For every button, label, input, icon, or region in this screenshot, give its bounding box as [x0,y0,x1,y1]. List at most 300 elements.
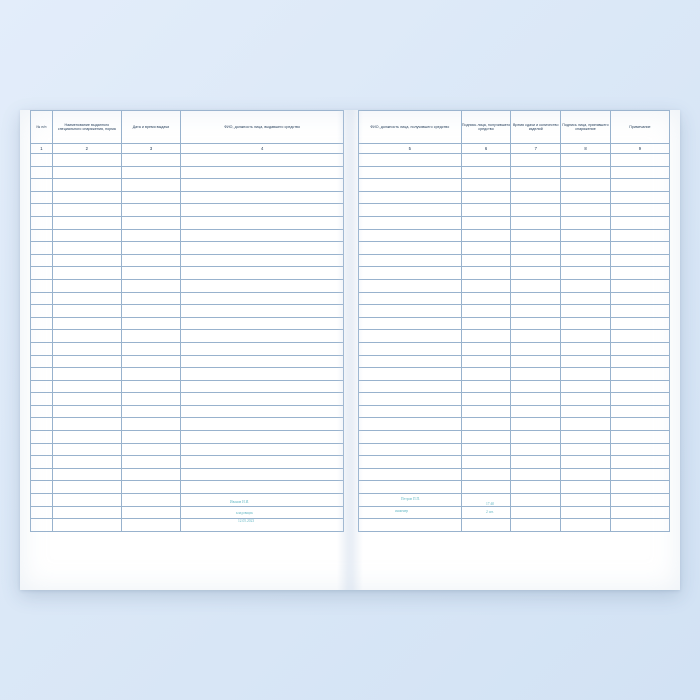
table-cell [561,456,611,469]
table-row [31,166,344,179]
table-row [31,330,344,343]
table-cell [181,393,344,406]
table-cell [610,481,669,494]
column-number-1: 1 [31,144,53,154]
table-cell [359,279,462,292]
table-cell [359,179,462,192]
table-cell [561,481,611,494]
table-cell [181,242,344,255]
table-cell [359,481,462,494]
table-cell [561,418,611,431]
table-cell [561,204,611,217]
table-cell [31,405,53,418]
table-cell [511,481,561,494]
table-cell [359,506,462,519]
table-cell [31,494,53,507]
table-cell [52,317,121,330]
table-cell [31,242,53,255]
right-body [359,154,670,532]
table-cell [359,431,462,444]
table-cell [561,393,611,406]
table-cell [561,405,611,418]
table-cell [181,519,344,532]
table-cell [121,481,180,494]
column-number-9: 9 [610,144,669,154]
right-header-row [359,111,670,144]
handwriting-note-7: 2 шт. [486,510,494,514]
table-row [31,431,344,444]
table-cell [610,317,669,330]
table-cell [561,292,611,305]
table-row [359,305,670,318]
table-row [359,154,670,167]
table-cell [610,229,669,242]
table-row [31,292,344,305]
table-cell [511,267,561,280]
table-cell [31,229,53,242]
table-cell [511,330,561,343]
table-cell [52,355,121,368]
table-row [359,368,670,381]
table-cell [511,216,561,229]
table-row [359,267,670,280]
table-row [31,229,344,242]
table-cell [561,506,611,519]
table-cell [610,216,669,229]
table-cell [181,468,344,481]
table-cell [511,242,561,255]
table-cell [461,443,511,456]
table-cell [610,468,669,481]
table-cell [461,204,511,217]
table-cell [610,342,669,355]
table-row [359,279,670,292]
table-row [31,154,344,167]
table-cell [181,154,344,167]
column-header-receiver-signature: Подпись лица, получившего средство [461,111,511,144]
table-row [31,305,344,318]
table-cell [561,468,611,481]
table-cell [181,254,344,267]
table-cell [461,405,511,418]
table-cell [181,305,344,318]
handwriting-note-6: 17:40 [486,502,495,506]
table-cell [181,229,344,242]
table-row [359,519,670,532]
table-row [31,267,344,280]
table-cell [561,330,611,343]
table-cell [610,292,669,305]
column-header-issuer: ФИО, должность лица, выдавшего средство [181,111,344,144]
table-row [31,342,344,355]
table-cell [610,405,669,418]
table-cell [511,405,561,418]
table-cell [561,494,611,507]
table-cell [610,279,669,292]
table-cell [52,431,121,444]
table-cell [511,317,561,330]
table-cell [610,506,669,519]
table-cell [461,154,511,167]
table-cell [181,179,344,192]
table-cell [461,191,511,204]
table-cell [359,342,462,355]
table-cell [359,443,462,456]
left-body [31,154,344,532]
table-cell [610,166,669,179]
table-row [31,191,344,204]
table-cell [610,254,669,267]
table-cell [461,481,511,494]
table-row [359,179,670,192]
table-cell [610,242,669,255]
table-cell [52,368,121,381]
table-row [31,179,344,192]
column-header-no: № п/п [31,111,53,144]
table-cell [511,368,561,381]
table-cell [610,330,669,343]
column-header-acceptor-signature: Подпись лица, принявшего снаряжение [561,111,611,144]
table-cell [359,204,462,217]
table-cell [359,154,462,167]
table-cell [511,506,561,519]
table-cell [31,154,53,167]
table-cell [181,191,344,204]
table-cell [511,443,561,456]
table-cell [121,317,180,330]
table-cell [610,267,669,280]
table-row [359,405,670,418]
table-cell [31,292,53,305]
table-cell [511,380,561,393]
table-cell [52,468,121,481]
table-cell [121,368,180,381]
table-cell [461,166,511,179]
table-row [359,456,670,469]
table-cell [181,456,344,469]
table-cell [359,216,462,229]
table-cell [181,368,344,381]
table-cell [31,317,53,330]
column-number-4: 4 [181,144,344,154]
table-cell [359,418,462,431]
table-cell [461,229,511,242]
table-cell [610,418,669,431]
table-cell [121,204,180,217]
table-row [359,204,670,217]
table-row [31,380,344,393]
table-cell [511,468,561,481]
table-cell [561,179,611,192]
table-cell [121,506,180,519]
column-number-3: 3 [121,144,180,154]
table-cell [121,242,180,255]
table-cell [52,418,121,431]
table-cell [561,443,611,456]
table-cell [561,254,611,267]
table-cell [359,393,462,406]
table-cell [121,292,180,305]
table-row [359,355,670,368]
table-cell [561,380,611,393]
table-cell [52,456,121,469]
column-number-2: 2 [52,144,121,154]
table-cell [181,330,344,343]
table-cell [52,191,121,204]
table-cell [359,519,462,532]
journal-spread [20,110,680,590]
table-cell [52,229,121,242]
table-cell [461,342,511,355]
table-cell [461,368,511,381]
table-cell [52,342,121,355]
table-cell [511,292,561,305]
table-row [31,368,344,381]
table-cell [610,380,669,393]
table-cell [610,393,669,406]
table-cell [561,154,611,167]
table-cell [31,443,53,456]
table-cell [561,317,611,330]
table-cell [181,481,344,494]
table-cell [359,191,462,204]
table-row [359,317,670,330]
table-cell [31,179,53,192]
table-cell [31,330,53,343]
table-cell [561,191,611,204]
table-cell [181,267,344,280]
table-cell [121,405,180,418]
table-cell [31,166,53,179]
column-number-7: 7 [511,144,561,154]
table-cell [359,456,462,469]
table-cell [561,279,611,292]
table-row [31,355,344,368]
left-page [30,110,344,590]
column-number-6: 6 [461,144,511,154]
table-cell [359,267,462,280]
table-cell [511,154,561,167]
table-row [359,393,670,406]
table-row [359,468,670,481]
table-cell [511,279,561,292]
table-cell [610,456,669,469]
right-number-row [359,144,670,154]
table-cell [461,456,511,469]
table-cell [610,191,669,204]
table-cell [52,292,121,305]
table-cell [461,254,511,267]
table-cell [359,405,462,418]
table-cell [610,204,669,217]
table-row [31,418,344,431]
table-row [359,342,670,355]
table-cell [31,191,53,204]
table-cell [561,431,611,444]
table-cell [121,393,180,406]
table-row [31,468,344,481]
table-cell [121,216,180,229]
table-cell [121,229,180,242]
table-cell [461,292,511,305]
table-cell [121,355,180,368]
table-cell [31,519,53,532]
table-cell [181,380,344,393]
table-cell [121,330,180,343]
table-cell [511,342,561,355]
table-cell [359,317,462,330]
table-cell [461,519,511,532]
table-cell [359,368,462,381]
table-cell [511,179,561,192]
right-page [358,110,670,590]
table-cell [181,279,344,292]
table-cell [181,431,344,444]
table-cell [561,368,611,381]
table-cell [511,229,561,242]
table-cell [461,317,511,330]
table-cell [461,242,511,255]
table-cell [52,154,121,167]
handwriting-note-4: Петров П.П. [401,497,420,501]
table-row [31,494,344,507]
table-cell [31,481,53,494]
table-row [359,229,670,242]
table-row [359,330,670,343]
table-cell [561,166,611,179]
left-page-table [30,110,344,532]
table-cell [181,166,344,179]
table-cell [181,443,344,456]
handwriting-note-5: инженер [395,509,409,513]
table-cell [511,393,561,406]
table-cell [511,355,561,368]
table-cell [511,204,561,217]
table-cell [461,380,511,393]
table-cell [561,229,611,242]
table-cell [52,216,121,229]
table-cell [181,317,344,330]
table-cell [359,229,462,242]
column-header-return-time: Время сдачи и количество изделий [511,111,561,144]
table-cell [31,506,53,519]
table-cell [610,519,669,532]
table-row [359,216,670,229]
table-cell [511,305,561,318]
table-cell [31,355,53,368]
table-row [31,393,344,406]
table-cell [610,355,669,368]
table-cell [511,431,561,444]
column-header-receiver: ФИО, должность лица, получившего средство [359,111,462,144]
table-cell [52,405,121,418]
table-row [31,506,344,519]
table-cell [121,179,180,192]
table-cell [610,154,669,167]
table-row [359,443,670,456]
table-cell [52,242,121,255]
left-header-row [31,111,344,144]
table-row [359,380,670,393]
column-number-5: 5 [359,144,462,154]
table-cell [31,380,53,393]
table-cell [121,456,180,469]
table-cell [461,393,511,406]
table-cell [31,393,53,406]
table-cell [121,305,180,318]
table-cell [52,254,121,267]
table-cell [31,267,53,280]
table-cell [359,292,462,305]
table-cell [52,330,121,343]
table-cell [461,267,511,280]
table-cell [359,494,462,507]
column-header-datetime: Дата и время выдачи [121,111,180,144]
table-cell [359,242,462,255]
table-cell [121,267,180,280]
handwriting-note-1: Иванов И.И. [230,500,250,504]
table-cell [52,279,121,292]
table-cell [52,393,121,406]
table-cell [52,204,121,217]
table-row [359,292,670,305]
table-cell [181,494,344,507]
table-cell [461,506,511,519]
table-cell [511,191,561,204]
table-cell [181,204,344,217]
table-row [359,481,670,494]
table-cell [31,342,53,355]
table-cell [610,368,669,381]
table-cell [610,431,669,444]
table-cell [359,355,462,368]
table-cell [52,519,121,532]
table-cell [181,355,344,368]
table-cell [31,418,53,431]
table-cell [52,506,121,519]
table-cell [561,305,611,318]
table-cell [359,305,462,318]
table-cell [181,405,344,418]
table-cell [511,166,561,179]
table-cell [561,519,611,532]
table-row [359,166,670,179]
table-cell [52,494,121,507]
table-cell [461,279,511,292]
table-cell [561,355,611,368]
table-cell [31,431,53,444]
table-cell [31,468,53,481]
table-cell [359,468,462,481]
table-cell [121,519,180,532]
table-cell [181,216,344,229]
table-cell [31,279,53,292]
table-cell [181,342,344,355]
table-cell [461,179,511,192]
table-cell [461,305,511,318]
table-cell [181,292,344,305]
table-row [31,405,344,418]
table-cell [461,330,511,343]
table-cell [31,254,53,267]
table-cell [52,481,121,494]
table-cell [31,204,53,217]
table-cell [561,242,611,255]
table-cell [52,443,121,456]
table-cell [511,494,561,507]
handwriting-note-3: 12.05.2023 [238,519,255,523]
table-cell [52,267,121,280]
